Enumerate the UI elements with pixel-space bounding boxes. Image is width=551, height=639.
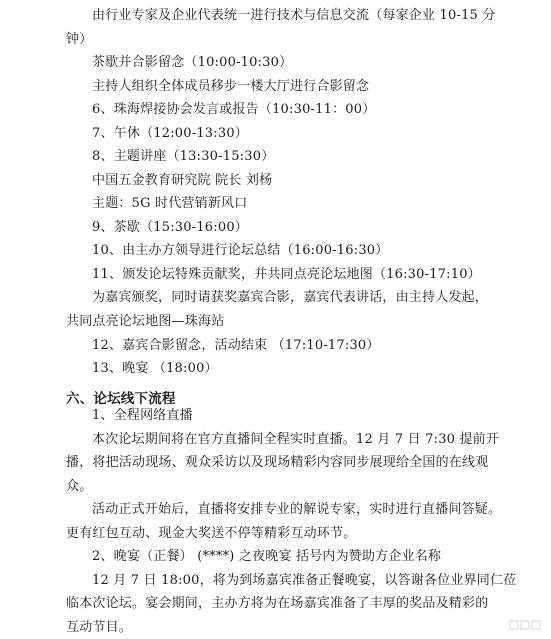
text-line-item-6: 6、珠海焊接协会发言或报告（10:30-11：00）: [92, 102, 376, 117]
text-line-award: 为嘉宾颁奖，同时请获奖嘉宾合影，嘉宾代表讲话，由主持人发起，: [92, 290, 489, 305]
section-heading-offline-process: 六、论坛线下流程: [66, 391, 176, 407]
text-line-livestream-4: 活动正式开始后，直播将安排专业的解说专家，实时进行直播间答疑。: [92, 502, 502, 517]
text-line-item-11: 11、颁发论坛特殊贡献奖，并共同点亮论坛地图（16:30-17:10）: [92, 267, 481, 282]
text-line-livestream-3: 众。: [66, 479, 93, 494]
text-line-exchange-cont: 钟）: [66, 32, 93, 47]
text-line-tea-break-photo: 茶歇并合影留念（10:00-10:30）: [92, 55, 293, 70]
text-line-livestream-2: 播，将把活动现场、观众采访以及现场精彩内容同步展现给全国的在线观: [66, 455, 489, 470]
text-line-item-7: 7、午休（12:00-13:30）: [92, 126, 248, 141]
text-line-host-photo: 主持人组织全体成员移步一楼大厅进行合影留念: [92, 79, 370, 94]
text-line-item-9: 9、茶歇（15:30-16:00）: [92, 220, 248, 235]
text-line-dinner-2: 临本次论坛。宴会期间，主办方将为在场嘉宾准备了丰厚的奖品及精彩的: [66, 596, 489, 611]
text-line-speaker: 中国五金教育研究院 院长 刘杨: [92, 173, 273, 188]
watermark-mark: [509, 619, 543, 631]
text-line-item-13: 13、晚宴 （18:00）: [92, 361, 218, 376]
text-line-topic: 主题：5G 时代营销新风口: [92, 196, 248, 211]
text-line-exchange: 由行业专家及企业代表统一进行技术与信息交流（每家企业 10-15 分: [92, 8, 496, 23]
text-line-livestream-title: 1、全程网络直播: [92, 408, 193, 423]
text-line-item-10: 10、由主办方领导进行论坛总结（16:00-16:30）: [92, 243, 389, 258]
text-line-dinner-1: 12 月 7 日 18:00，将为到场嘉宾准备正餐晚宴，以答谢各位业界同仁莅: [92, 573, 517, 588]
text-line-dinner-title: 2、晚宴（正餐） (****) 之夜晚宴 括号内为赞助方企业名称: [92, 549, 442, 564]
text-line-award-cont: 共同点亮论坛地图—珠海站: [66, 314, 225, 329]
text-line-item-8: 8、主题讲座（13:30-15:30）: [92, 149, 275, 164]
text-line-item-12: 12、嘉宾合影留念，活动结束 （17:10-17:30）: [92, 338, 380, 353]
text-line-livestream-1: 本次论坛期间将在官方直播间全程实时直播。12 月 7 日 7:30 提前开: [92, 432, 500, 447]
text-line-livestream-5: 更有红包互动、现金大奖送不停等精彩互动环节。: [66, 526, 357, 541]
text-line-dinner-3: 互动节目。: [66, 620, 133, 635]
